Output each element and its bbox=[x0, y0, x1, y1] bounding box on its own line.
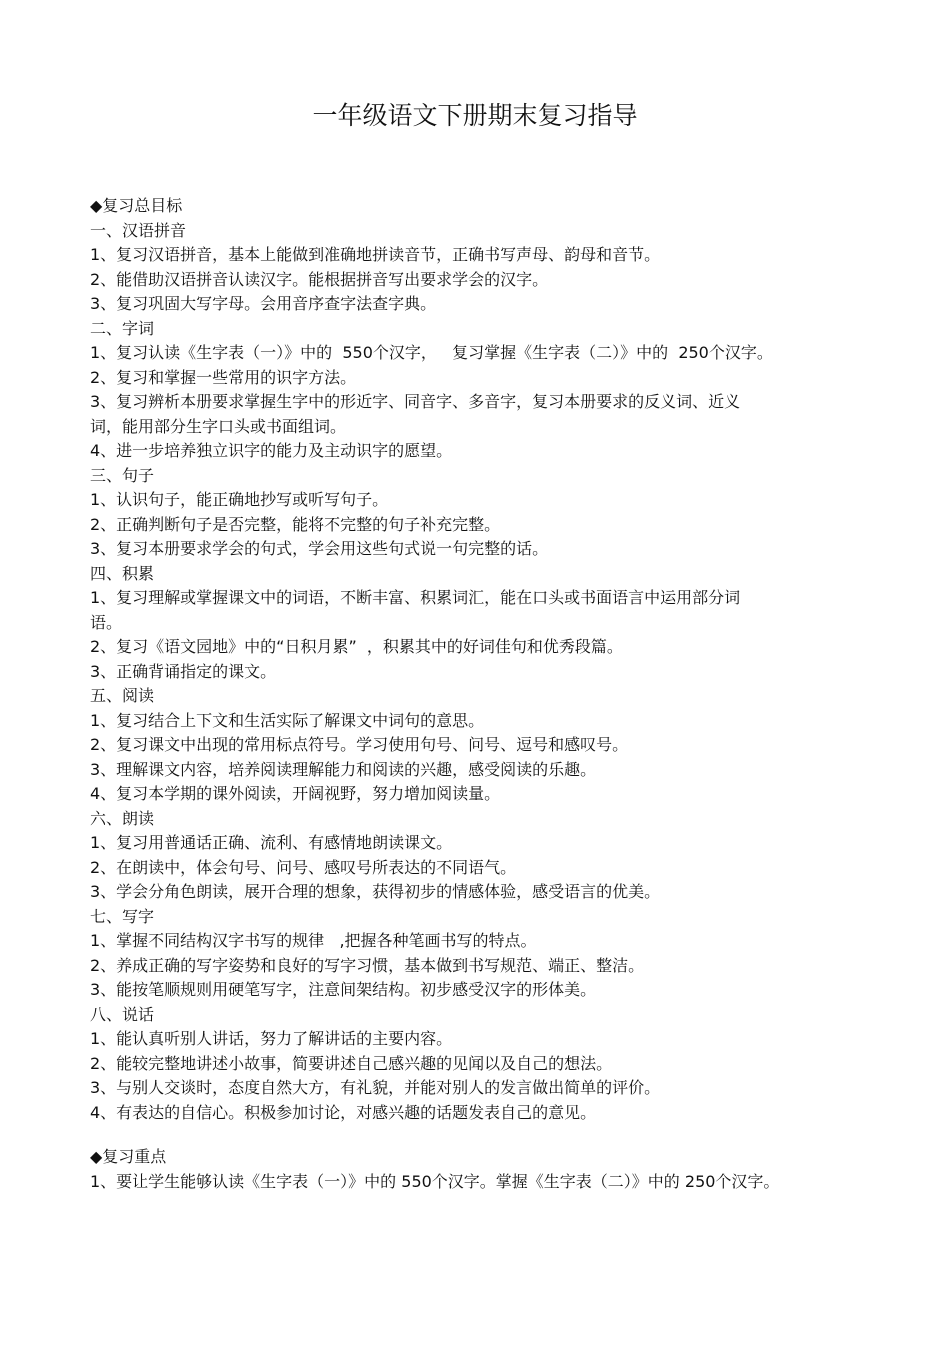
document-body bbox=[90, 194, 880, 1194]
list-item-continued: 词，能用部分生字口头或书面组词。 bbox=[90, 416, 347, 436]
list-item: 1、复习用普通话正确、流利、有感情地朗读课文。 bbox=[90, 833, 453, 852]
list-item: 2、在朗读中，体会句号、问号、感叹号所表达的不同语气。 bbox=[90, 857, 517, 877]
list-item: 3、复习辨析本册要求掌握生字中的形近字、同音字、多音字，复习本册要求的反义词、近义 bbox=[90, 392, 741, 411]
subsection-heading: 三、句子 bbox=[90, 465, 155, 485]
list-item: 3、与别人交谈时，态度自然大方，有礼貌，并能对别人的发言做出简单的评价。 bbox=[90, 1078, 661, 1097]
list-item: 3、复习巩固大写字母。会用音序查字法查字典。 bbox=[90, 294, 437, 313]
document-title: 一年级语文下册期末复习指导 bbox=[312, 101, 638, 130]
list-item: 1、能认真听别人讲话，努力了解讲话的主要内容。 bbox=[90, 1029, 453, 1048]
list-item: 4、复习本学期的课外阅读，开阔视野，努力增加阅读量。 bbox=[90, 784, 501, 803]
list-item: 1、复习认读《生字表（一）》中的 550个汉字， 复习掌握《生字表（二）》中的 250个汉字。 bbox=[90, 343, 773, 362]
list-item: 4、进一步培养独立识字的能力及主动识字的愿望。 bbox=[90, 441, 453, 460]
list-item: 2、复习《语文园地》中的“日积月累” ，积累其中的好词佳句和优秀段篇。 bbox=[90, 637, 623, 656]
list-item: 1、要让学生能够认读《生字表（一）》中的 550个汉字。掌握《生字表（二）》中的 250个汉字。 bbox=[90, 1171, 780, 1191]
list-item: 2、能较完整地讲述小故事，简要讲述自己感兴趣的见闻以及自己的想法。 bbox=[90, 1053, 613, 1073]
section-heading: ◆复习总目标 bbox=[90, 196, 183, 215]
subsection-heading: 五、阅读 bbox=[90, 686, 155, 705]
list-item: 3、复习本册要求学会的句式，学会用这些句式说一句完整的话。 bbox=[90, 539, 549, 558]
list-item: 4、有表达的自信心。积极参加讨论，对感兴趣的话题发表自己的意见。 bbox=[90, 1102, 597, 1122]
subsection-heading: 四、积累 bbox=[90, 563, 155, 583]
list-item: 1、复习汉语拼音，基本上能做到准确地拼读音节，正确书写声母、韵母和音节。 bbox=[90, 245, 661, 264]
list-item: 2、养成正确的写字姿势和良好的写字习惯，基本做到书写规范、端正、整洁。 bbox=[90, 955, 645, 975]
subsection-heading: 六、朗读 bbox=[90, 808, 155, 828]
list-item: 3、理解课文内容，培养阅读理解能力和阅读的兴趣，感受阅读的乐趣。 bbox=[90, 759, 597, 779]
list-item-continued: 语。 bbox=[90, 612, 123, 632]
list-item: 3、正确背诵指定的课文。 bbox=[90, 661, 277, 681]
list-item: 2、能借助汉语拼音认读汉字。能根据拼音写出要求学会的汉字。 bbox=[90, 269, 549, 289]
subsection-heading: 一、汉语拼音 bbox=[90, 220, 187, 240]
subsection-heading: 二、字词 bbox=[90, 318, 155, 338]
section-heading: ◆复习重点 bbox=[90, 1147, 167, 1166]
list-item: 2、复习课文中出现的常用标点符号。学习使用句号、问号、逗号和感叹号。 bbox=[90, 735, 629, 754]
list-item: 1、掌握不同结构汉字书写的规律 ,把握各种笔画书写的特点。 bbox=[90, 931, 537, 950]
list-item: 3、学会分角色朗读，展开合理的想象，获得初步的情感体验，感受语言的优美。 bbox=[90, 882, 661, 901]
subsection-heading: 七、写字 bbox=[90, 906, 155, 926]
list-item: 3、能按笔顺规则用硬笔写字，注意间架结构。初步感受汉字的形体美。 bbox=[90, 980, 597, 999]
list-item: 2、正确判断句子是否完整，能将不完整的句子补充完整。 bbox=[90, 514, 501, 534]
list-item: 1、复习理解或掌握课文中的词语，不断丰富、积累词汇，能在口头或书面语言中运用部分词 bbox=[90, 588, 741, 607]
list-item: 1、认识句子，能正确地抄写或听写句子。 bbox=[90, 490, 389, 509]
list-item: 1、复习结合上下文和生活实际了解课文中词句的意思。 bbox=[90, 710, 485, 730]
subsection-heading: 八、说话 bbox=[90, 1004, 155, 1024]
list-item: 2、复习和掌握一些常用的识字方法。 bbox=[90, 367, 357, 387]
section-spacer bbox=[90, 1125, 880, 1145]
